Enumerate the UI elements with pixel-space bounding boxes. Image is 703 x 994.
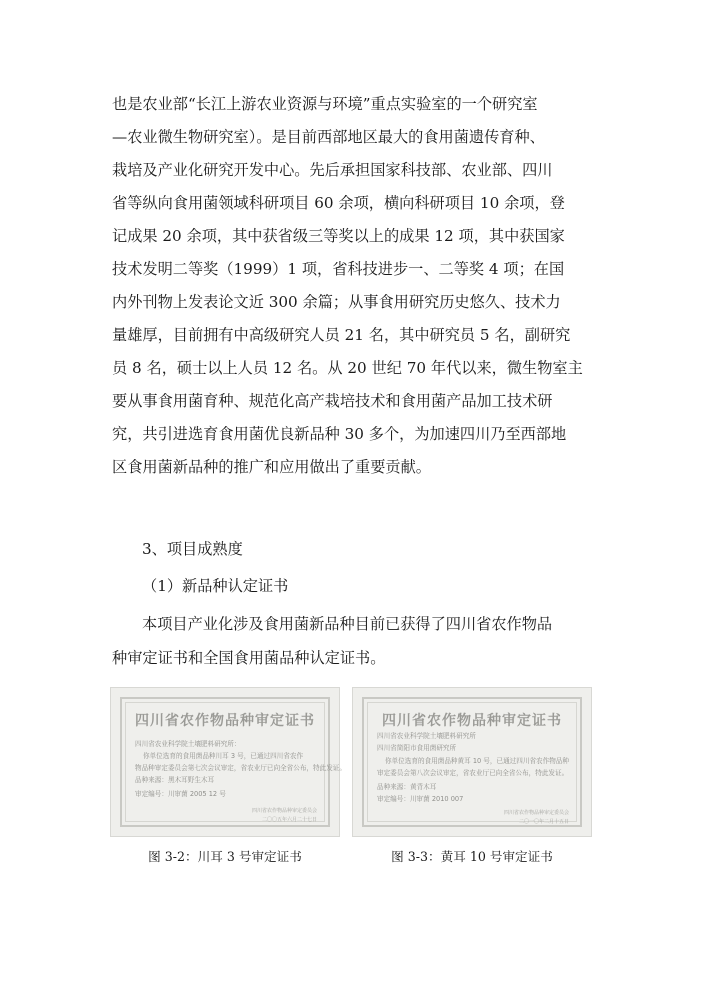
paragraph-line: 省等纵向食用菌领域科研项目 60 余项，横向科研项目 10 余项，登 xyxy=(112,194,565,212)
certificate-text-line: 品种来源：黄背木耳 xyxy=(377,783,437,791)
certificate-issuer: 四川省农作物品种审定委员会 xyxy=(503,810,569,816)
certificate-text-line: 审定编号：川审菌 2005 12 号 xyxy=(135,790,226,798)
paragraph-line: 记成果 20 余项，其中获省级三等奖以上的成果 12 项，其中获国家 xyxy=(112,227,565,245)
paragraph-line: 要从事食用菌育种、规范化高产栽培技术和食用菌产品加工技术研 xyxy=(112,392,553,410)
certificate-text-line: 品种来源：黑木耳野生木耳 xyxy=(135,776,215,784)
paragraph-line: 本项目产业化涉及食用菌新品种目前已获得了四川省农作物品 xyxy=(142,615,553,633)
paragraph-line: 内外刊物上发表论文近 300 余篇；从事食用研究历史悠久、技术力 xyxy=(112,293,561,311)
certificate-text-line: 你单位选育的食用菌品种川耳 3 号，已通过四川省农作 xyxy=(143,752,304,760)
paragraph-line: —农业微生物研究室）。是目前西部地区最大的食用菌遗传育种、 xyxy=(112,128,545,146)
figure-caption: 图 3-2：川耳 3 号审定证书 xyxy=(148,849,302,864)
certificate-text-line: 四川省农业科学院土壤肥料研究所： xyxy=(135,740,241,748)
paragraph-line: 量雄厚，目前拥有中高级研究人员 21 名，其中研究员 5 名，副研究 xyxy=(112,326,571,344)
certificate-date: 二〇一〇年二月十五日 xyxy=(518,819,569,825)
certificate-text-line: 审定编号：川审菌 2010 007 xyxy=(377,795,464,803)
certificate-text-line: 物品种审定委员会第七次会议审定，省农业厅已向全省公布，特此发证。 xyxy=(135,764,346,772)
paragraph-line: 栽培及产业化研究开发中心。先后承担国家科技部、农业部、四川 xyxy=(112,161,553,179)
subsection-heading: （1）新品种认定证书 xyxy=(142,577,289,595)
certificate-text-line: 审定委员会第八次会议审定，省农业厅已向全省公布，特此发证。 xyxy=(377,769,569,777)
section-heading: 3、项目成熟度 xyxy=(142,540,243,558)
certificate-text-line: 你单位选育的食用菌品种黄耳 10 号，已通过四川省农作物品种 xyxy=(385,757,570,765)
certificate-date: 二〇〇五年六月二十七日 xyxy=(261,817,317,823)
certificate-text-line: 四川省农业科学院土壤肥料研究所 xyxy=(377,732,476,740)
paragraph-line: 种审定证书和全国食用菌品种认定证书。 xyxy=(112,649,386,667)
figure-caption: 图 3-3：黄耳 10 号审定证书 xyxy=(391,849,553,864)
paragraph-line: 技术发明二等奖（1999）1 项，省科技进步一、二等奖 4 项；在国 xyxy=(112,260,565,278)
certificate-text-line: 四川省简阳市食用菌研究所 xyxy=(377,744,457,752)
paragraph-line: 也是农业部“长江上游农业资源与环境”重点实验室的一个研究室 xyxy=(112,95,538,113)
certificate-image-huang-er-10 xyxy=(352,687,592,837)
certificate-image-chuan-er-3 xyxy=(110,687,346,837)
certificate-title: 四川省农作物品种审定证书 xyxy=(382,713,562,729)
certificate-title: 四川省农作物品种审定证书 xyxy=(135,713,315,729)
paragraph-line: 员 8 名，硕士以上人员 12 名。从 20 世纪 70 年代以来，微生物室主 xyxy=(112,359,583,377)
paragraph-line: 究，共引进选育食用菌优良新品种 30 多个，为加速四川乃至西部地 xyxy=(112,425,567,443)
paragraph-line: 区食用菌新品种的推广和应用做出了重要贡献。 xyxy=(112,458,431,476)
certificate-issuer: 四川省农作物品种审定委员会 xyxy=(251,808,317,814)
